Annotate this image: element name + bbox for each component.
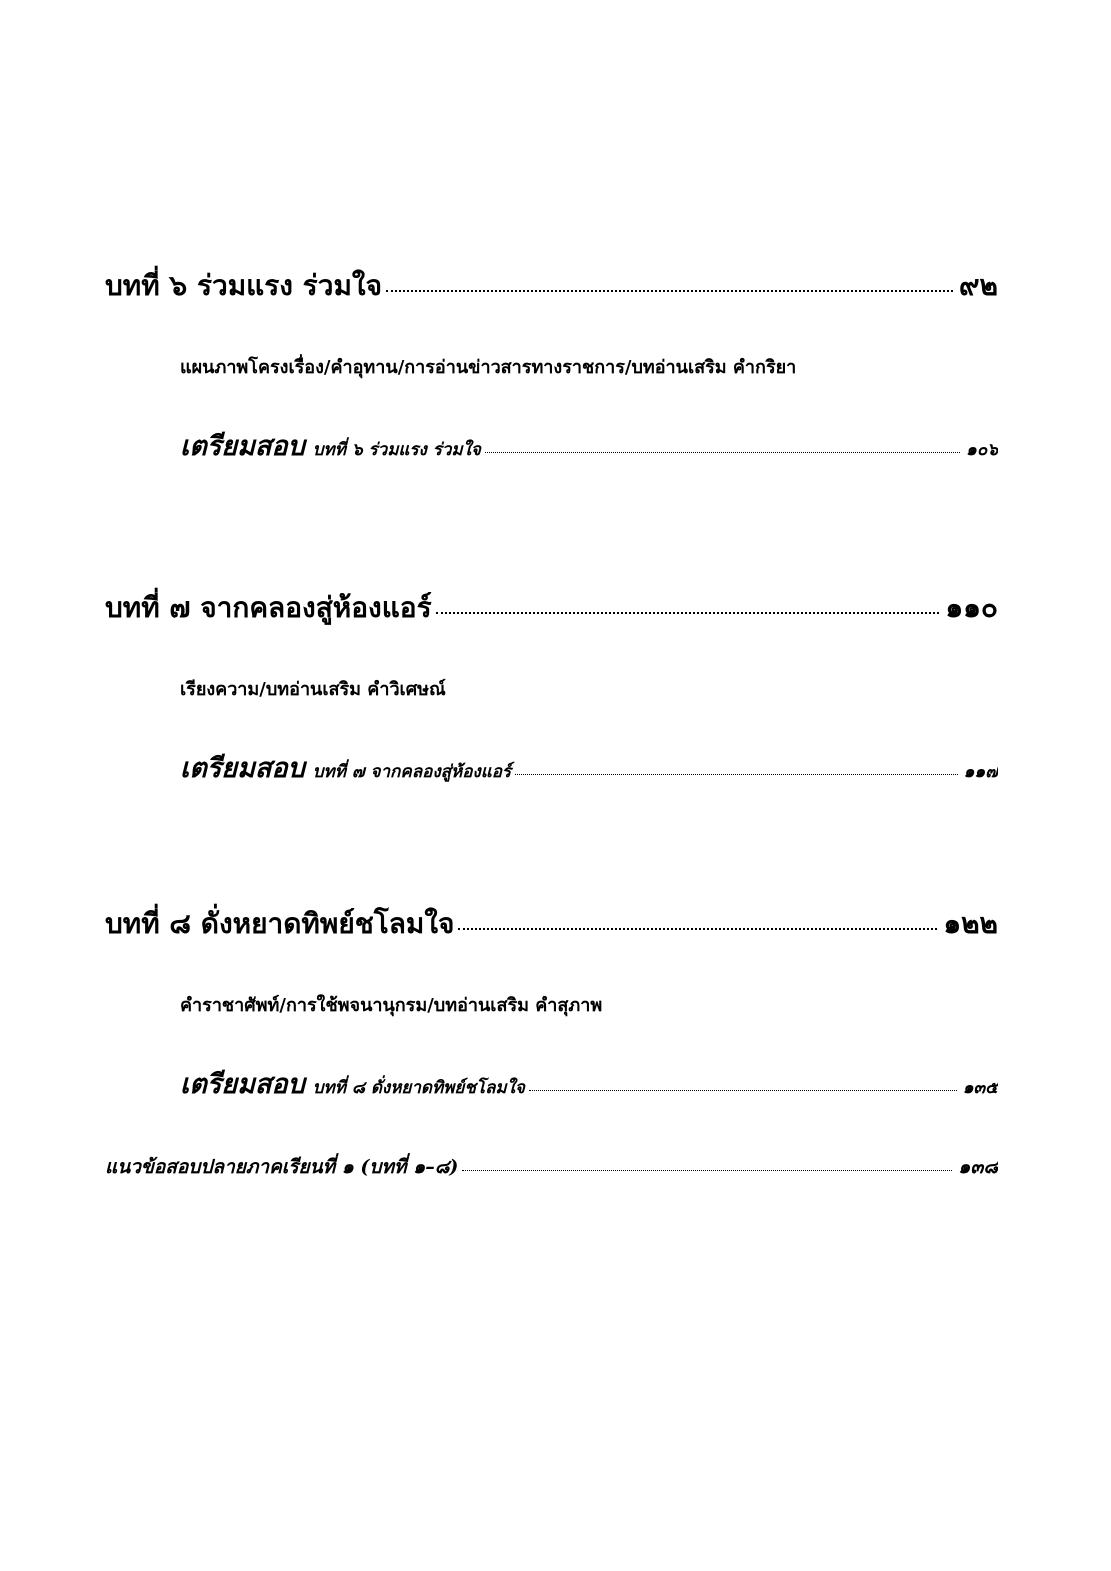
dot-leader [436,612,940,614]
page-number: ๑๑๗ [963,762,998,782]
prep-heading: เตรียมสอบ [180,753,305,784]
dot-leader [462,1170,952,1171]
chapter-topics: คำราชาศัพท์/การใช้พจนานุกรม/บทอ่านเสริม คำสุภาพ [180,995,603,1016]
toc-entry-chapter-7[interactable] [105,586,998,630]
toc-entry-chapter-8[interactable] [105,902,998,946]
chapter-title: บทที่ ๘ ดั่งหยาดทิพย์ชโลมใจ [105,907,455,940]
dot-leader [458,928,937,930]
chapter-topics: แผนภาพโครงเรื่อง/คำอุทาน/การอ่านข่าวสารทางราชการ/บทอ่านเสริม คำกริยา [180,357,797,378]
page-number: ๑๓๘ [958,1156,998,1178]
page-number: ๙๒ [959,269,998,302]
prep-heading: เตรียมสอบ [180,431,305,462]
page-number: ๑๐๖ [966,440,998,460]
dot-leader [515,774,958,775]
chapter-title: บทที่ ๗ จากคลองสู่ห้องแอร์ [105,591,432,624]
prep-heading: เตรียมสอบ [180,1069,305,1100]
toc-entry-prep-chapter-6[interactable] [180,424,998,467]
toc-entry-prep-chapter-7[interactable] [180,746,998,789]
toc-entry-prep-chapter-8[interactable] [180,1062,998,1105]
toc-entry-chapter-6[interactable] [105,264,998,308]
prep-title: บทที่ ๘ ดั่งหยาดทิพย์ชโลมใจ [312,1078,525,1098]
toc-entry-final-exam[interactable] [105,1152,998,1182]
page-number: ๑๓๕ [962,1078,998,1098]
chapter-topics: เรียงความ/บทอ่านเสริม คำวิเศษณ์ [180,679,446,700]
dot-leader [386,290,953,292]
page-number: ๑๑๐ [945,591,998,624]
dot-leader [529,1090,957,1091]
prep-title: บทที่ ๗ จากคลองสู่ห้องแอร์ [312,762,512,782]
chapter-title: บทที่ ๖ ร่วมแรง ร่วมใจ [105,269,382,302]
final-exam-title: แนวข้อสอบปลายภาคเรียนที่ ๑ (บทที่ ๑–๘) [105,1156,459,1178]
dot-leader [485,452,960,453]
prep-title: บทที่ ๖ ร่วมแรง ร่วมใจ [312,440,481,460]
page-number: ๑๒๒ [943,907,998,940]
